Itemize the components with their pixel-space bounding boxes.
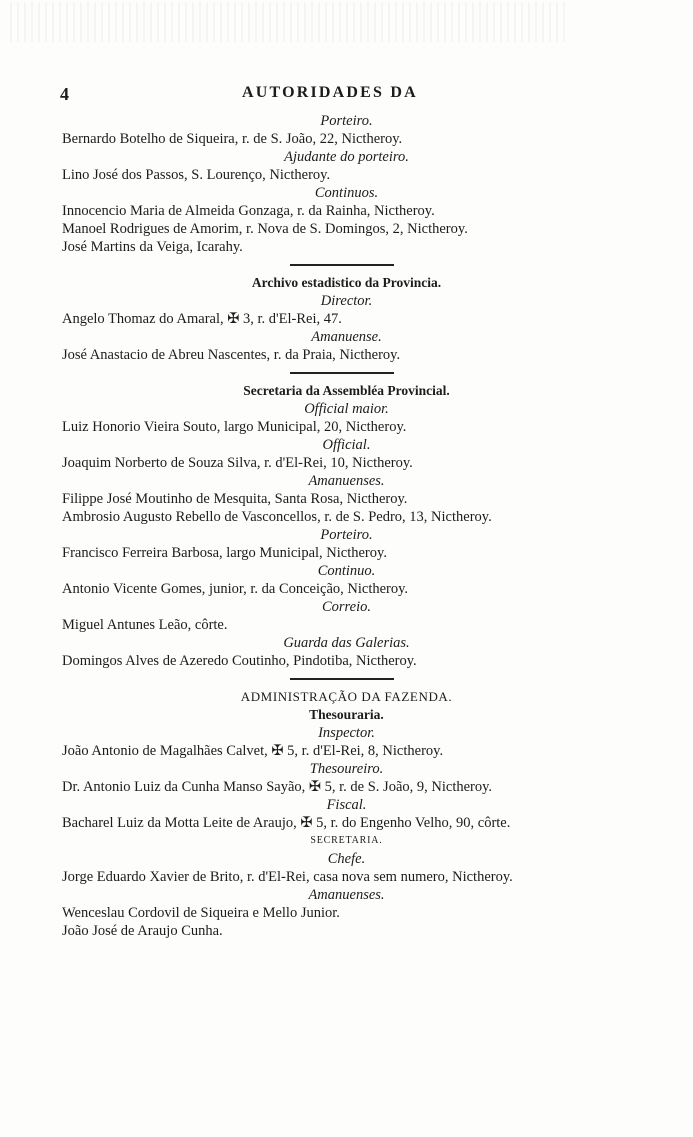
directory-entry: Bernardo Botelho de Siqueira, r. de S. João, 22, Nictheroy. (62, 131, 403, 147)
directory-entry: Luiz Honorio Vieira Souto, largo Municipal, 20, Nictheroy. (62, 419, 407, 435)
page-header (0, 84, 693, 108)
rule-line (290, 678, 394, 680)
directory-entry: João José de Araujo Cunha. (62, 923, 223, 939)
office-title: Amanuense. (311, 329, 382, 345)
directory-entry: Wenceslau Cordovil de Siqueira e Mello Junior. (62, 905, 340, 921)
office-title: Official. (322, 437, 371, 453)
page-number: 4 (60, 84, 69, 104)
directory-entry: Joaquim Norberto de Souza Silva, r. d'El-Rei, 10, Nictheroy. (62, 455, 413, 471)
running-title: AUTORIDADES DA (242, 84, 418, 101)
section-divider (0, 670, 693, 688)
office-title: Porteiro. (320, 113, 373, 129)
directory-entry: Francisco Ferreira Barbosa, largo Municipal, Nictheroy. (62, 545, 387, 561)
section-heading: Secretaria da Assembléa Provincial. (243, 383, 450, 398)
section-heading: Archivo estadistico da Provincia. (251, 275, 442, 290)
bleed-through-noise (10, 2, 570, 42)
directory-entry: Angelo Thomaz do Amaral, ✠ 3, r. d'El-Rei, 47. (62, 311, 342, 327)
office-title: Correio. (321, 599, 371, 615)
directory-entry: Dr. Antonio Luiz da Cunha Manso Sayão, ✠ 5, r. de S. João, 9, Nictheroy. (62, 779, 493, 795)
office-title: Ajudante do porteiro. (284, 149, 409, 165)
office-title: Amanuenses. (308, 887, 385, 903)
directory-entry: João Antonio de Magalhães Calvet, ✠ 5, r. d'El-Rei, 8, Nictheroy. (62, 743, 444, 759)
directory-entry: Lino José dos Passos, S. Lourenço, Nictheroy. (62, 167, 331, 183)
department-heading: ADMINISTRAÇÃO DA FAZENDA. (240, 689, 453, 704)
subsection-heading: SECRETARIA. (310, 835, 383, 846)
section-divider (0, 256, 693, 274)
section-heading: Thesouraria. (309, 707, 384, 722)
office-title: Continuos. (314, 185, 379, 201)
directory-entry: Bacharel Luiz da Motta Leite de Araujo, ✠ 5, r. do Engenho Velho, 90, côrte. (62, 815, 511, 831)
office-title: Fiscal. (326, 797, 367, 813)
directory-entry: José Anastacio de Abreu Nascentes, r. da Praia, Nictheroy. (62, 347, 401, 363)
directory-entry: Manoel Rodrigues de Amorim, r. Nova de S. Domingos, 2, Nictheroy. (62, 221, 468, 237)
rule-line (290, 372, 394, 374)
section-divider (0, 364, 693, 382)
office-title: Thesoureiro. (309, 761, 384, 777)
directory-entry: Filippe José Moutinho de Mesquita, Santa Rosa, Nictheroy. (62, 491, 408, 507)
directory-entry: José Martins da Veiga, Icarahy. (62, 239, 243, 255)
directory-entry: Domingos Alves de Azeredo Coutinho, Pindotiba, Nictheroy. (62, 653, 417, 669)
office-title: Inspector. (318, 725, 375, 741)
office-title: Guarda das Galerias. (283, 635, 410, 651)
office-title: Amanuenses. (308, 473, 385, 489)
directory-entry: Innocencio Maria de Almeida Gonzaga, r. da Rainha, Nictheroy. (62, 203, 435, 219)
office-title: Director. (320, 293, 373, 309)
directory-entry: Miguel Antunes Leão, côrte. (62, 617, 228, 633)
office-title: Continuo. (317, 563, 376, 579)
page-body (0, 112, 693, 940)
directory-entry: Antonio Vicente Gomes, junior, r. da Conceição, Nictheroy. (62, 581, 409, 597)
office-title: Official maior. (304, 401, 389, 417)
office-title: Chefe. (327, 851, 366, 867)
office-title: Porteiro. (320, 527, 373, 543)
directory-entry: Ambrosio Augusto Rebello de Vasconcellos, r. de S. Pedro, 13, Nictheroy. (62, 509, 492, 525)
rule-line (290, 264, 394, 266)
directory-entry: Jorge Eduardo Xavier de Brito, r. d'El-Rei, casa nova sem numero, Nictheroy. (62, 869, 513, 885)
